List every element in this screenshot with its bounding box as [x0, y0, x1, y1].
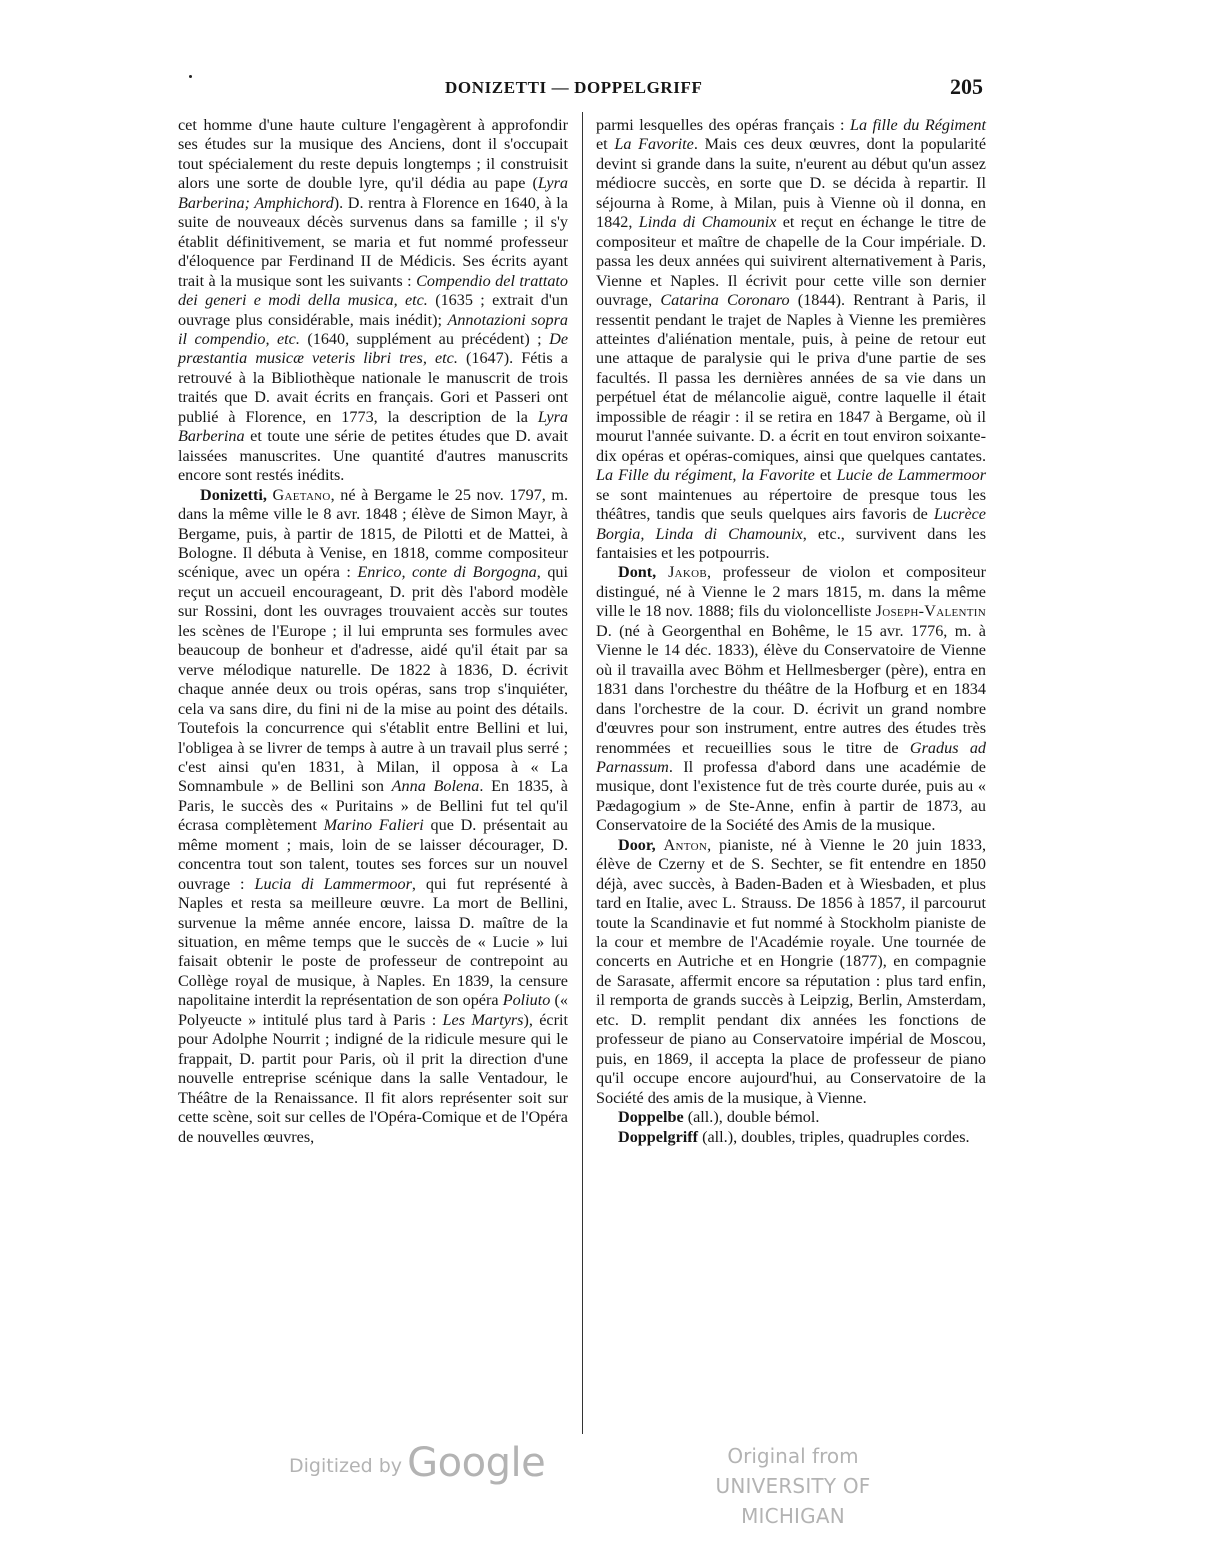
google-logo: Google: [407, 1440, 546, 1486]
left-column: [178, 116, 568, 1147]
entry-continuation: cet homme d'une haute culture l'engagèrent à approfondir ses études sur la musique des Anciens, dont il s'occupait tout spécialement du reste depuis longtemps ; il construisit alors une sorte de double lyre, qu'il dédia au pape (Lyra Barberina; Amphichord). D. rentra à Florence en 1640, à la suite de nouveaux décès survenus dans sa famille ; il s'y établit définitivement, se maria et fut nommé professeur d'éloquence par Ferdinand II de Médicis. Ses écrits ayant trait à la musique sont les suivants : Compendio del trattato dei generi e modi della musica, etc. (1635 ; extrait d'un ouvrage plus considérable, mais inédit); Annotazioni sopra il compendio, etc. (1640, supplément au précédent) ; De præstantia musicæ veteris libri tres, etc. (1647). Fétis a retrouvé à la Bibliothèque nationale le manuscrit de trois traités que D. avait écrits en français. Gori et Passeri ont publié à Florence, en 1773, la description de la Lyra Barberina et toute une série de petites études que D. avait laissées manuscrites. Une quantité d'autres manuscrits encore sont restés inédits.: [178, 116, 569, 485]
headword: Doppelgriff: [618, 1127, 699, 1146]
entry-doppelgriff: Doppelgriff (all.), doubles, triples, quadruples cordes.: [618, 1127, 970, 1146]
headword: Dont,: [618, 563, 657, 582]
entry-door: Door, Anton, pianiste, né à Vienne le 20 juin 1833, élève de Czerny et de S. Sechter, se fit entendre en 1850 déjà, avec succès, à Baden-Baden et à Wiesbaden, et plus tard en Italie, avec L. Strauss. De 1856 à 1857, il parcourut toute la Scandinavie et fut nommé à Stockholm pianiste de la cour et membre de l'Académie royale. Une tournée de concerts en Autriche et en Hongrie (1877), en compagnie de Sarasate, affermit encore sa réputation : plus tard enfin, il remporta de grands succès à Leipzig, Berlin, Amsterdam, etc. D. remplit pendant dix années les fonctions de professeur de piano au Conservatoire impérial de Moscou, puis, en 1869, il accepta la place de professeur de piano qu'il occupe encore aujourd'hui, au Conservatoire de la Société des amis de la musique, à Vienne.: [596, 835, 987, 1107]
column-divider: [582, 112, 583, 1434]
right-column: [596, 116, 986, 1147]
entry-donizetti-continued: parmi lesquelles des opéras français : La fille du Régiment et La Favorite. Mais ces deux œuvres, dont la popularité devint si grande dans la suite, n'eurent au début qu'un assez médiocre succès, en sorte que D. se décida à repartir. Il séjourna à Rome, à Milan, puis à Vienne où il donna, en 1842, Linda di Chamounix et reçut en échange le titre de compositeur et maître de chapelle de la Cour impériale. D. passa les deux années qui suivirent alternativement à Paris, Vienne et Naples. Il écrivit pour cette ville son dernier ouvrage, Catarina Coronaro (1844). Rentrant à Paris, il ressentit pendant le trajet de Naples à Vienne les premières atteintes d'aliénation mentale, puis, à peine de retour eut une attaque de paralysie qui le priva d'une partie de ses facultés. Il passa les dernières années de sa vie dans un perpétuel état de mélancolie aiguë, contre laquelle il était impossible de réagir : il se retira en 1847 à Bergame, où il mourut l'année suivante. D. a écrit en tout environ soixante-dix opéras et opéras-comiques, ainsi que quelques cantates. La Fille du régiment, la Favorite et Lucie de Lammermoor se sont maintenues au répertoire de presque tous les théâtres, tandis que seuls quelques airs favoris de Lucrèce Borgia, Linda di Chamounix, etc., survivent dans les fantaisies et les potpourris.: [596, 116, 986, 562]
entry-dont: Dont, Jakob, professeur de violon et compositeur distingué, né à Vienne le 2 mars 1815, m. dans la même ville le 18 nov. 1888; fils du violoncelliste Joseph-Valentin D. (né à Georgenthal en Bohême, le 15 avr. 1776, m. à Vienne le 14 déc. 1833), élève du Conservatoire de Vienne où il travailla avec Böhm et Hellmesberger (père), entra en 1831 dans l'orchestre du théâtre de la Hofburg et en 1834 dans l'orchestre de la cour. D. écrivit un grand nombre d'œuvres pour son instrument, entre autres des études très renommées et recueillies sous le titre de Gradus ad Parnassum. Il professa d'abord dans une académie de musique, dont l'existence fut de très courte durée, puis au « Pædagogium » de Ste-Anne, enfin à partir de 1873, au Conservatoire de la Société des Amis de la musique.: [596, 563, 987, 835]
page-number: 205: [950, 74, 983, 99]
headword: Door,: [618, 835, 656, 854]
running-head: DONIZETTI — DOPPELGRIFF: [445, 78, 703, 97]
entry-doppelbe: Doppelbe (all.), double bémol.: [618, 1108, 820, 1127]
digitized-by-google-watermark: Digitized by Google: [289, 1440, 546, 1486]
entry-donizetti: Donizetti, Gaetano, né à Bergame le 25 nov. 1797, m. dans la même ville le 8 avr. 1848 ; élève de Simon Mayr, à Bergame, puis, à partir de 1815, de Pilotti et de Mattei, à Bologne. Il débuta à Venise, en 1818, comme compositeur scénique, avec un opéra : Enrico, conte di Borgogna, qui reçut un accueil encourageant, D. prit dès l'abord modèle sur Rossini, dont les ouvrages trouvaient accès sur toutes les scènes de l'Europe ; il lui emprunta ses formules avec beaucoup de bonheur et d'adresse, aidé qu'il était par sa verve mélodique naturelle. De 1822 à 1836, D. écrivit chaque année deux ou trois opéras, sans trop s'inquiéter, cela va sans dire, du fini ni de la mise au point des détails. Toutefois la concurrence qui s'établit entre Bellini et lui, l'obligea à se livrer de temps à autre à un travail plus serré ; c'est ainsi qu'en 1831, à Milan, il opposa à « La Somnambule » de Bellini son Anna Bolena. En 1835, à Paris, le succès des « Puritains » de Bellini fut tel qu'il écrasa complètement Marino Falieri que D. présentait au même moment ; mais, loin de se laisser décourager, D. concentra tout son talent, toutes ses forces sur un nouvel ouvrage : Lucia di Lammermoor, qui fut représenté à Naples et resta sa meilleure œuvre. La mort de Bellini, survenue la même année encore, laissa D. maître de la situation, en même temps que le succès de « Lucie » lui faisait obtenir le poste de professeur de contrepoint au Collège royal de musique, à Naples. En 1839, la censure napolitaine interdit la représentation de son opéra Poliuto (« Polyeucte » intitulé plus tard à Paris : Les Martyrs), écrit pour Adolphe Nourrit ; indigné de la ridicule mesure qui le frappait, D. partit pour Paris, où il prit la direction d'une nouvelle entreprise scénique dans la salle Ventadour, le Théâtre de la Renaissance. Il fit alors représenter soit sur cette scène, soit sur celles de l'Opéra-Comique et de l'Opéra de nouvelles œuvres,: [178, 485, 569, 1146]
headword: Donizetti,: [200, 485, 267, 504]
margin-speck: [189, 75, 192, 78]
original-from-watermark: Original from UNIVERSITY OF MICHIGAN: [715, 1444, 871, 1528]
headword: Doppelbe: [618, 1108, 684, 1127]
